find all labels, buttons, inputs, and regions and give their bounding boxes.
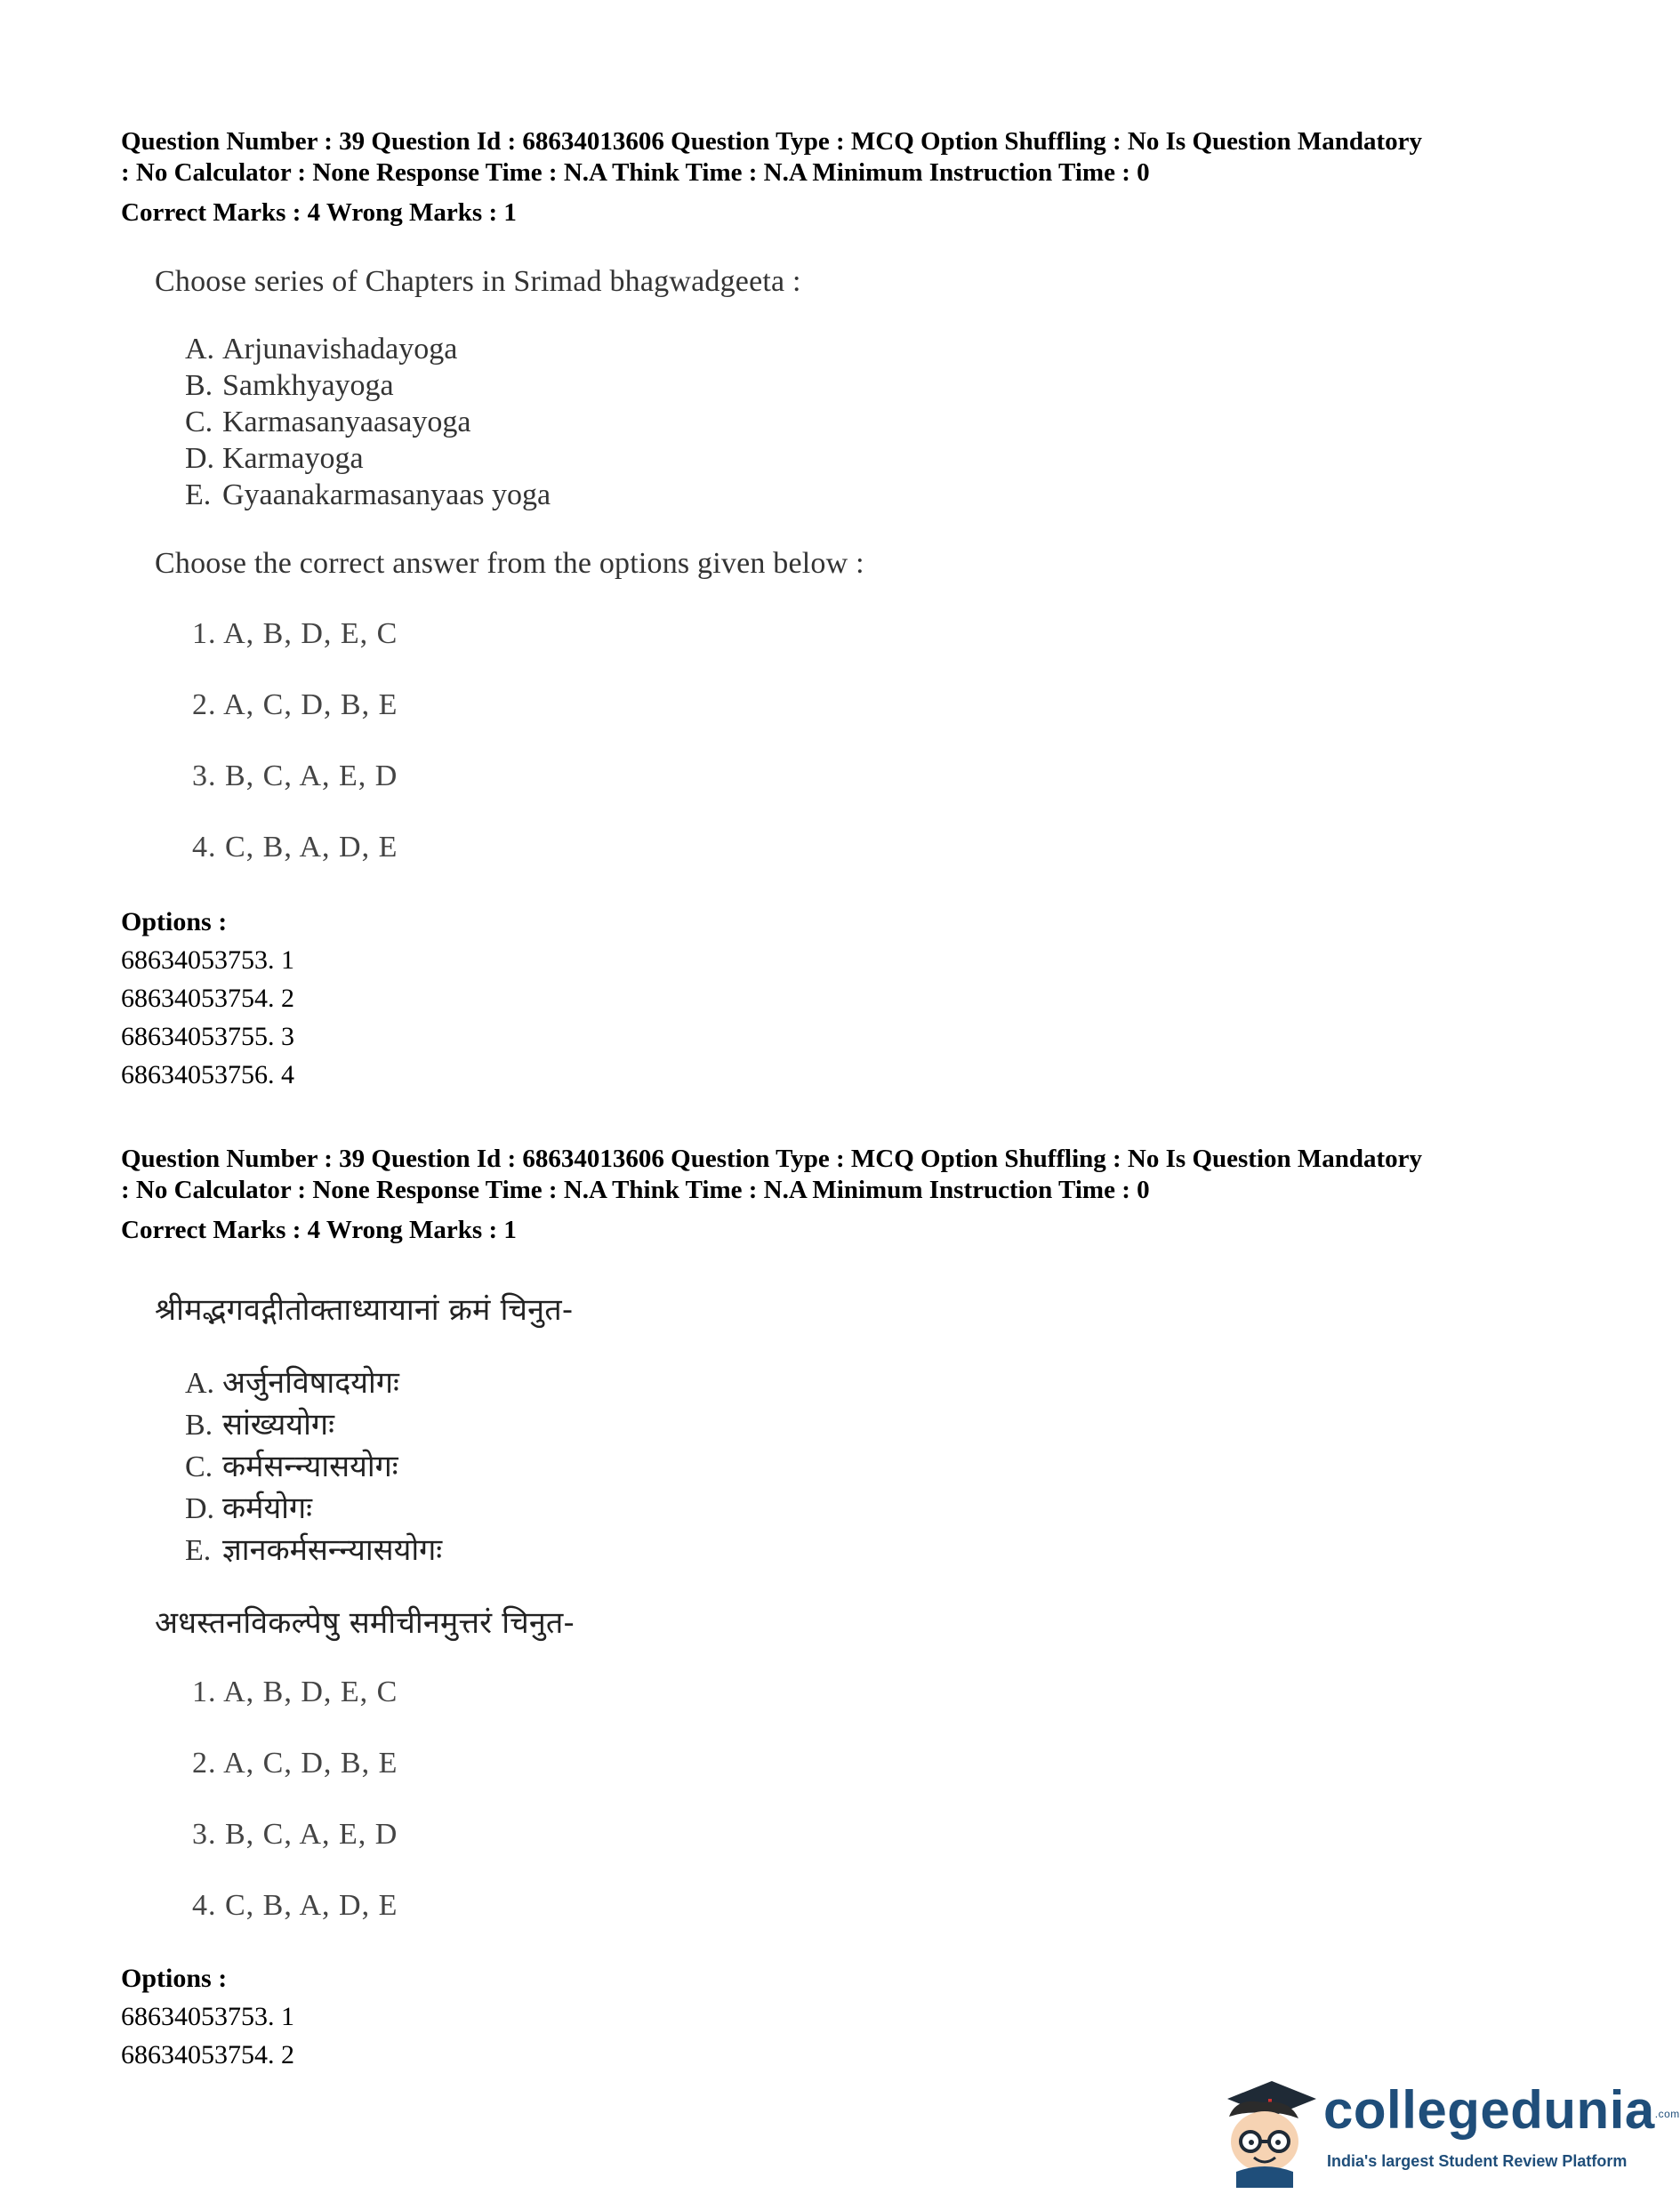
item-letter: C. bbox=[185, 1451, 213, 1483]
item-letter: A. bbox=[185, 333, 215, 366]
option-item: 68634053756. 4 bbox=[121, 1060, 294, 1089]
answer-choice: 4. C, B, A, D, E bbox=[192, 1889, 398, 1922]
list-item bbox=[185, 1486, 312, 1527]
collegedunia-logo bbox=[1210, 2072, 1680, 2188]
option-item: 68634053754. 2 bbox=[121, 984, 294, 1013]
item-text: Karmasanyaasayoga bbox=[222, 406, 471, 438]
option-item: 68634053753. 1 bbox=[121, 945, 294, 975]
marks-line: Correct Marks : 4 Wrong Marks : 1 bbox=[121, 198, 517, 227]
instruction-text: Choose the correct answer from the options given below : bbox=[155, 547, 864, 580]
answer-choice: 1. A, B, D, E, C bbox=[192, 617, 398, 650]
list-item bbox=[185, 1361, 399, 1402]
logo-wordmark bbox=[1323, 2079, 1680, 2141]
logo-tagline: India's largest Student Review Platform bbox=[1327, 2152, 1628, 2170]
item-text: अर्जुनविषादयोगः bbox=[222, 1365, 399, 1401]
item-letter: D. bbox=[185, 1492, 215, 1525]
item-letter: E. bbox=[185, 1534, 212, 1567]
item-letter: B. bbox=[185, 369, 213, 402]
item-text: कर्मसन्न्यासयोगः bbox=[222, 1449, 398, 1484]
meta-line: Question Number : 39 Question Id : 68634013606 Question Type : MCQ Option Shuffling : No Is Question Mandatory bbox=[121, 127, 1423, 156]
question-meta bbox=[121, 1144, 1544, 1206]
item-text: Arjunavishadayoga bbox=[222, 333, 458, 366]
meta-line: : No Calculator : None Response Time : N.A Think Time : N.A Minimum Instruction Time : 0 bbox=[121, 1176, 1150, 1204]
answer-choice: 4. C, B, A, D, E bbox=[192, 831, 398, 864]
option-item: 68634053755. 3 bbox=[121, 1022, 294, 1051]
wordmark-text: collegedunia bbox=[1323, 2080, 1655, 2140]
item-letter: B. bbox=[185, 1409, 213, 1442]
item-letter: A. bbox=[185, 1367, 215, 1400]
item-text: ज्ञानकर्मसन्न्यासयोगः bbox=[222, 1532, 443, 1568]
mascot-icon bbox=[1210, 2072, 1325, 2188]
question-text: श्रीमद्भगवद्गीतोक्ताध्यायानां क्रमं चिनुत- bbox=[155, 1292, 574, 1328]
list-item bbox=[185, 1444, 398, 1485]
item-text: Karmayoga bbox=[222, 442, 364, 475]
item-text: Gyaanakarmasanyaas yoga bbox=[222, 478, 551, 511]
list-item bbox=[185, 333, 457, 366]
item-letter: D. bbox=[185, 442, 215, 475]
marks-line: Correct Marks : 4 Wrong Marks : 1 bbox=[121, 1216, 517, 1244]
item-text: सांख्ययोगः bbox=[222, 1407, 334, 1443]
option-item: 68634053753. 1 bbox=[121, 2002, 294, 2031]
answer-choice: 2. A, C, D, B, E bbox=[192, 688, 398, 721]
question-text: Choose series of Chapters in Srimad bhagwadgeeta : bbox=[155, 265, 801, 298]
list-item bbox=[185, 369, 394, 403]
wordmark-superscript: .com bbox=[1654, 2108, 1680, 2121]
item-letter: E. bbox=[185, 478, 212, 511]
list-item bbox=[185, 1402, 334, 1443]
meta-line: Question Number : 39 Question Id : 68634013606 Question Type : MCQ Option Shuffling : No Is Question Mandatory bbox=[121, 1145, 1423, 1173]
option-item: 68634053754. 2 bbox=[121, 2040, 294, 2069]
list-item bbox=[185, 406, 470, 439]
item-letter: C. bbox=[185, 406, 213, 438]
options-label: Options : bbox=[121, 907, 228, 936]
answer-choice: 1. A, B, D, E, C bbox=[192, 1676, 398, 1708]
options-label: Options : bbox=[121, 1964, 228, 1993]
list-item bbox=[185, 478, 551, 512]
question-meta bbox=[121, 126, 1544, 189]
list-item bbox=[185, 442, 364, 476]
item-text: Samkhyayoga bbox=[222, 369, 394, 402]
answer-choice: 3. B, C, A, E, D bbox=[192, 759, 398, 792]
item-text: कर्मयोगः bbox=[222, 1491, 312, 1526]
instruction-text: अधस्तनविकल्पेषु समीचीनमुत्तरं चिनुत- bbox=[155, 1605, 575, 1641]
list-item bbox=[185, 1528, 442, 1569]
answer-choice: 2. A, C, D, B, E bbox=[192, 1747, 398, 1780]
meta-line: : No Calculator : None Response Time : N.A Think Time : N.A Minimum Instruction Time : 0 bbox=[121, 158, 1150, 187]
answer-choice: 3. B, C, A, E, D bbox=[192, 1818, 398, 1851]
